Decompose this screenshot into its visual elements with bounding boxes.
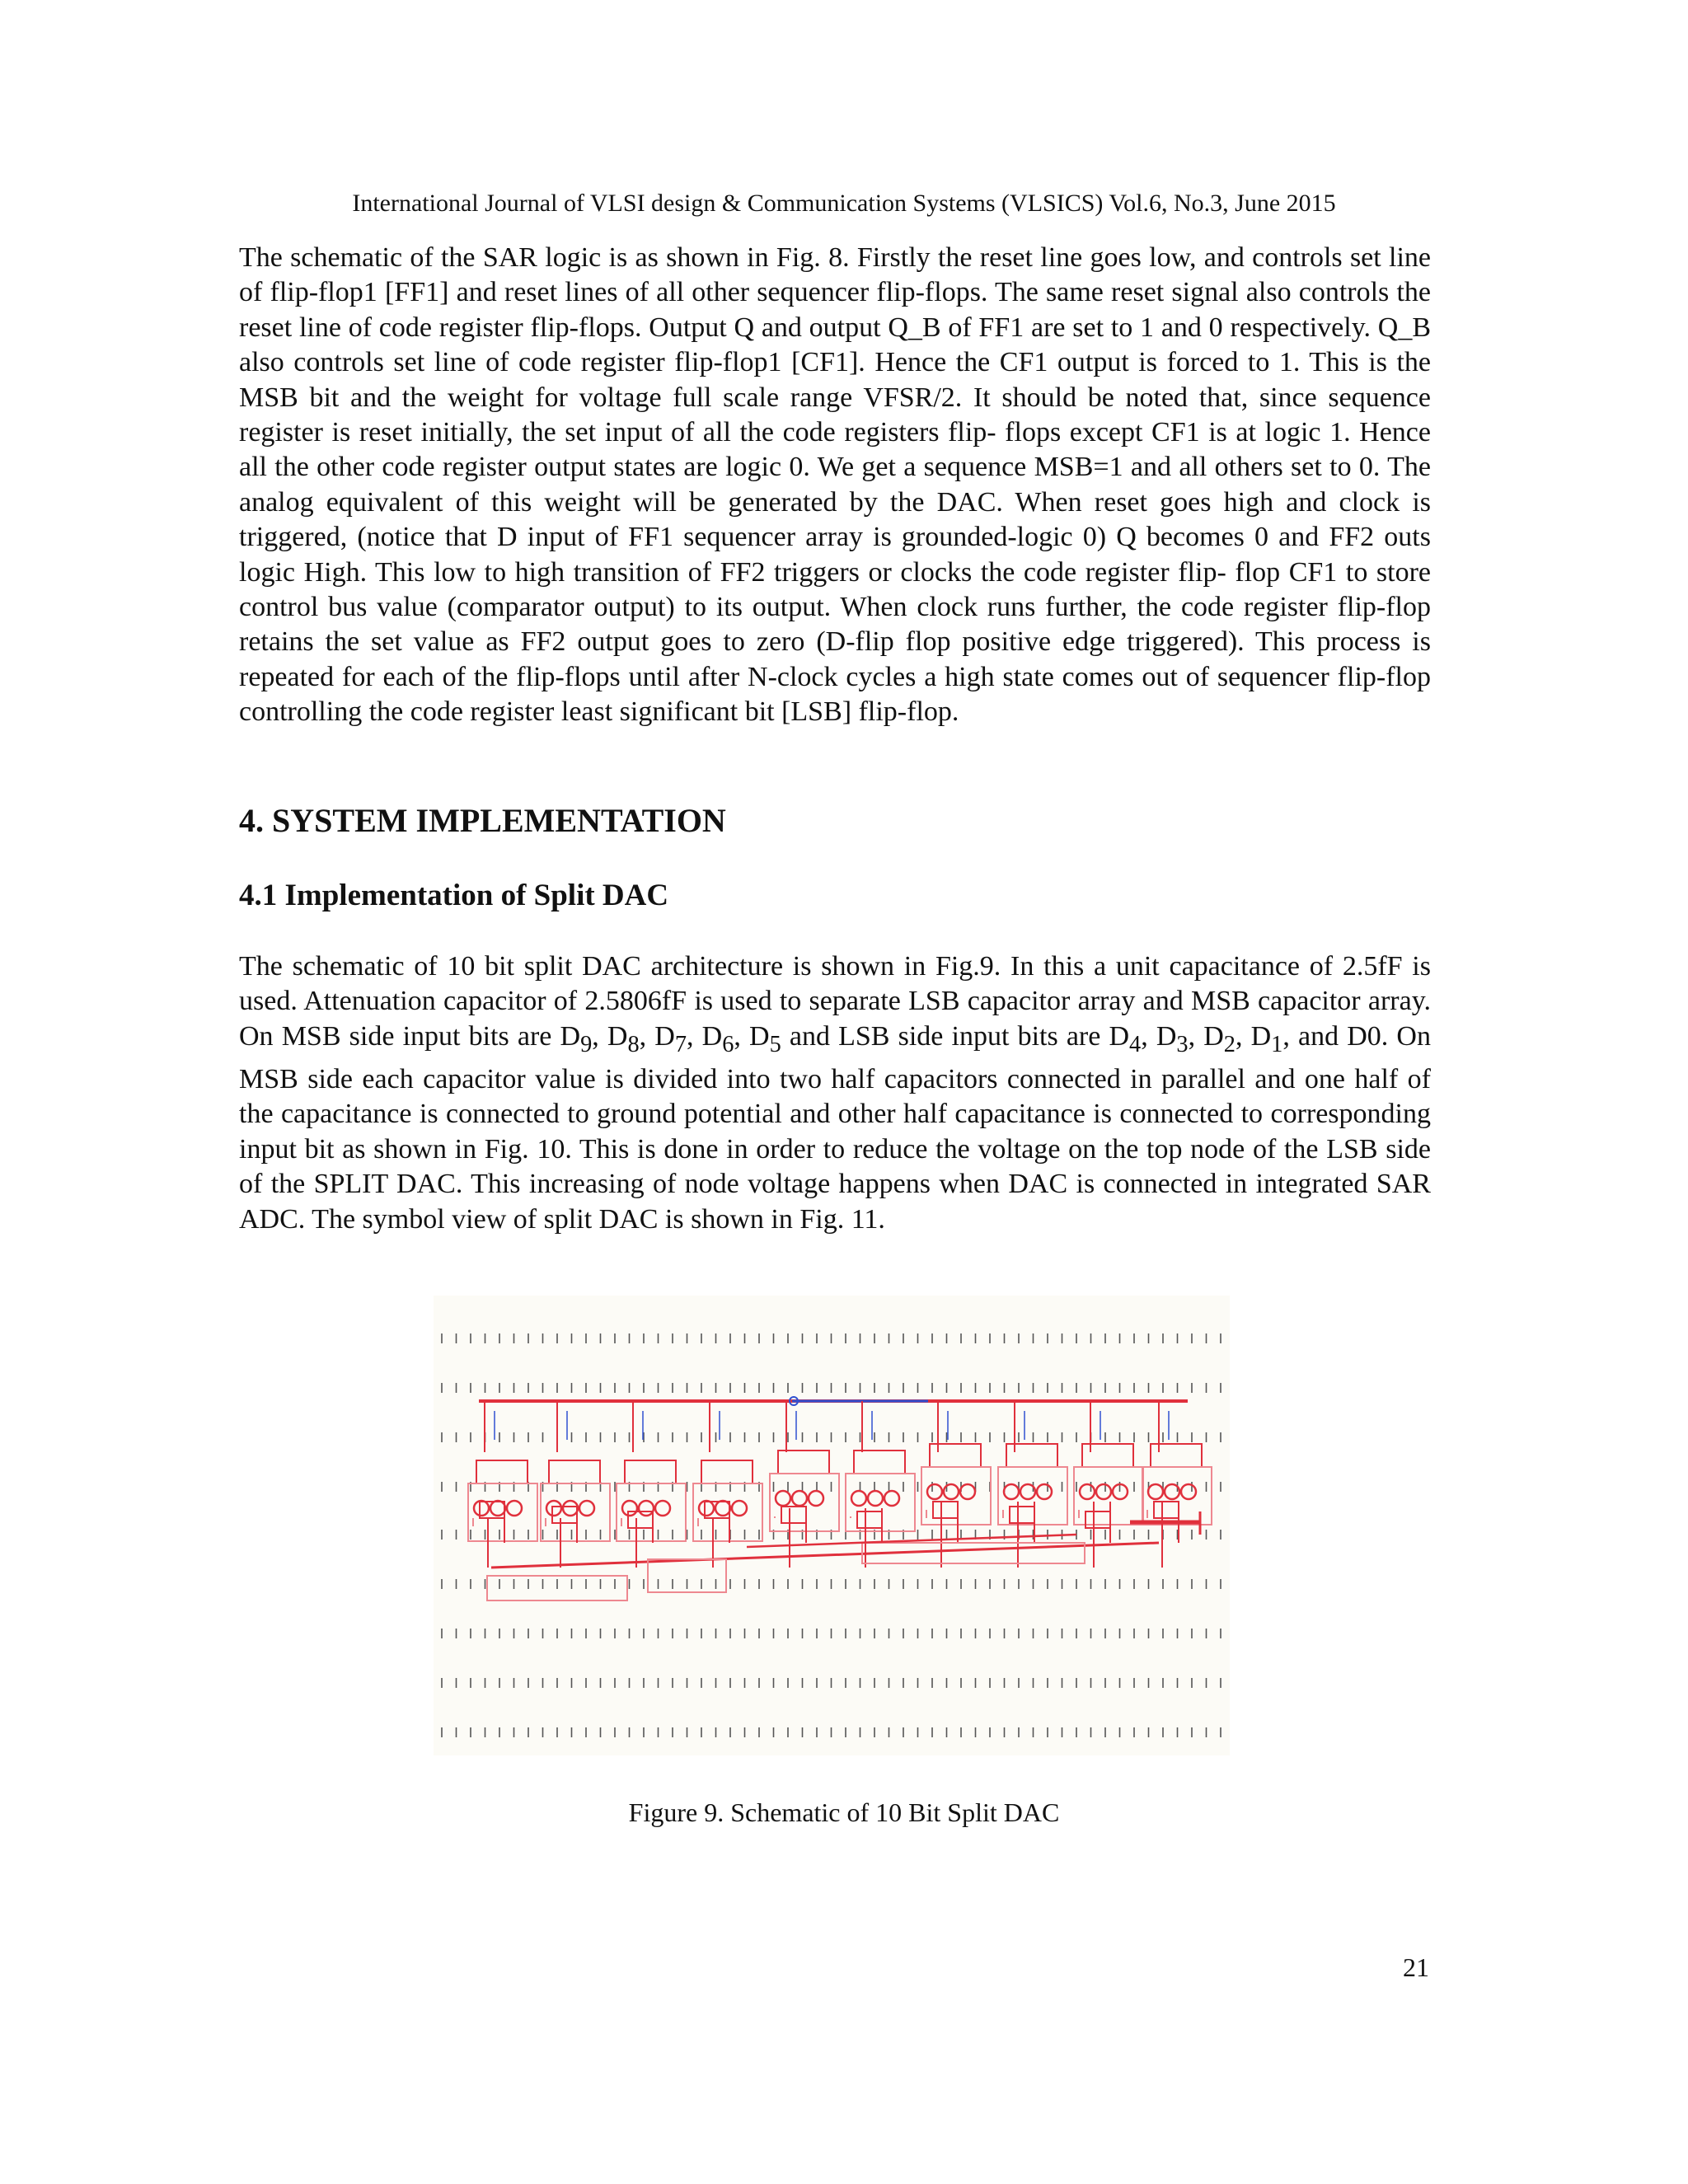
switch-box	[1010, 1507, 1034, 1523]
capacitor-symbol	[639, 1501, 654, 1516]
split-dac-schematic	[434, 1296, 1230, 1755]
capacitor-symbol	[944, 1484, 959, 1499]
switch-box	[933, 1502, 958, 1518]
capacitor-symbol	[563, 1501, 578, 1516]
capacitor-symbol	[851, 1491, 866, 1506]
interconnect-wire	[747, 1535, 1076, 1547]
cap-enclosure	[701, 1460, 753, 1483]
capacitor-symbol	[1037, 1484, 1052, 1499]
capacitor-symbol	[927, 1484, 942, 1499]
capacitor-symbol	[868, 1491, 883, 1506]
running-header: International Journal of VLSI design & Communication Systems (VLSICS) Vol.6, No.3, June 2015	[352, 190, 1336, 217]
section-heading: 4. SYSTEM IMPLEMENTATION	[239, 802, 726, 839]
split-dac-schematic-figure	[434, 1296, 1230, 1755]
cap-enclosure	[854, 1451, 905, 1474]
capacitor-symbol	[732, 1501, 747, 1516]
figure-caption: Figure 9. Schematic of 10 Bit Split DAC	[628, 1797, 1060, 1827]
capacitor-symbol	[1096, 1484, 1111, 1499]
capacitor-symbol	[960, 1484, 975, 1499]
switch-box	[781, 1507, 806, 1523]
capacitor-symbol	[1004, 1484, 1019, 1499]
capacitor-symbol	[809, 1491, 823, 1506]
capacitor-symbol	[490, 1501, 505, 1516]
capacitor-symbol	[655, 1501, 670, 1516]
switch-box	[1154, 1502, 1179, 1518]
body-paragraph-sar-logic: The schematic of the SAR logic is as shown in Fig. 8. Firstly the reset line goes low, and controls set line of flip-flop1 [FF1] and reset lines of all other sequencer flip-flops. The same reset signal also controls the reset line of code register flip-flops. Output Q and output Q_B of FF1 are set to 1 and 0 respectively. Q_B also controls set line of code register flip-flop1 [CF1]. Hence the CF1 output is forced to 1. This is the MSB bit and the weight for voltage full scale range VFSR/2. It should be noted that, since sequence register is reset initially, the set input of all the code registers flip- flops except CF1 is at logic 1. Hence all the other code register output states are logic 0. We get a sequence MSB=1 and all others set to 0. The analog equivalent of this weight will be generated by the DAC. When reset goes high and clock is triggered, (notice that D input of FF1 sequencer array is grounded-logic 0) Q becomes 0 and FF2 outs logic High. This low to high transition of FF2 triggers or clocks the code register flip- flop CF1 to store control bus value (comparator output) to its output. When clock runs further, the code register flip-flop retains the set value as FF2 output goes to zero (D-flip flop positive edge triggered). This process is repeated for each of the flip-flops until after N-clock cycles a high state comes out of sequencer flip-flop controlling the code register least significant bit [LSB] flip-flop.	[239, 242, 1431, 728]
capacitor-symbol	[546, 1501, 561, 1516]
capacitor-symbol	[1148, 1484, 1163, 1499]
capacitor-symbol	[474, 1501, 489, 1516]
switch-box	[857, 1511, 882, 1528]
capacitor-symbol	[715, 1501, 730, 1516]
cap-enclosure	[778, 1451, 829, 1474]
cap-enclosure	[476, 1460, 528, 1483]
capacitor-symbol	[1080, 1484, 1095, 1499]
capacitor-symbol	[579, 1501, 594, 1516]
body-paragraph-split-dac: The schematic of 10 bit split DAC architecture is shown in Fig.9. In this a unit capacitance of 2.5fF is used. Attenuation capacitor of 2.5806fF is used to separate LSB capacitor array and MSB capacitor array. On MSB side input bits are $D_9$, $D_8$, $D_7$, $D_6$, $D_5$ and LSB side input bits are $D_4$, $D_3$, $D_2$, $D_1$, and D0. On MSB side each capacitor value is divided into two half capacitors connected in parallel and one half of the capacitance is connected to ground potential and other half capacitance is connected to corresponding input bit as shown in Fig. 10. This is done in order to reduce the voltage on the top node of the LSB side of the SPLIT DAC. This increasing of node voltage happens when DAC is connected in integrated SAR ADC. The symbol view of split DAC is shown in Fig. 11.	[239, 951, 1431, 1235]
capacitor-symbol	[699, 1501, 714, 1516]
capacitor-symbol	[507, 1501, 522, 1516]
capacitor-symbol	[1181, 1484, 1196, 1499]
capacitor-symbol	[776, 1491, 790, 1506]
cap-enclosure	[625, 1460, 676, 1483]
cap-enclosure	[549, 1460, 600, 1483]
capacitor-symbol	[622, 1501, 637, 1516]
capacitor-symbol	[884, 1491, 899, 1506]
page-number: 21	[1403, 1952, 1429, 1982]
subsection-heading: 4.1 Implementation of Split DAC	[239, 879, 669, 912]
capacitor-symbol	[792, 1491, 807, 1506]
